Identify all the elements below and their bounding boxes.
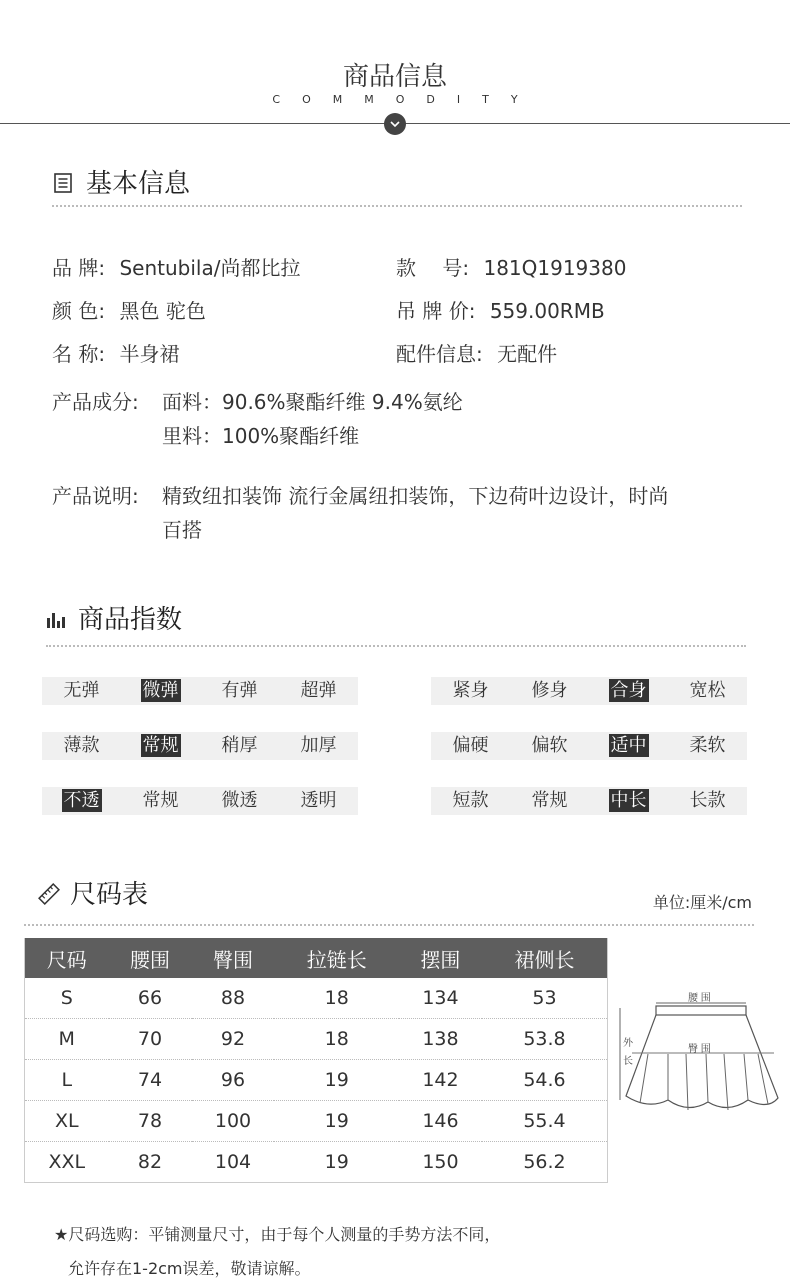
price-label: 吊 牌 价: bbox=[396, 299, 476, 323]
index-option: 修身 bbox=[531, 680, 568, 701]
color-label: 颜 色: bbox=[52, 299, 106, 323]
divider bbox=[24, 924, 754, 926]
table-cell: 92 bbox=[192, 1019, 275, 1060]
index-option bbox=[589, 677, 668, 705]
composition-line-1: 面料：90.6%聚酯纤维 9.4%氨纶 bbox=[162, 390, 463, 414]
index-group bbox=[431, 787, 747, 815]
index-option: 偏硬 bbox=[452, 735, 489, 756]
diagram-length-label: 长 bbox=[623, 1056, 633, 1067]
index-option: 紧身 bbox=[452, 680, 489, 701]
index-option: 偏软 bbox=[531, 735, 568, 756]
table-cell: 88 bbox=[220, 987, 246, 1009]
color-row bbox=[52, 295, 206, 324]
index-option-selected: 不透 bbox=[63, 790, 100, 811]
column-header: 拉链长 bbox=[274, 938, 398, 978]
index-option-selected: 中长 bbox=[610, 790, 647, 811]
index-group bbox=[431, 732, 747, 760]
table-row bbox=[25, 978, 608, 1019]
diagram-hip-label: 臀 围 bbox=[688, 1044, 711, 1055]
column-header: 裙侧长 bbox=[482, 938, 608, 978]
index-option-selected: 常规 bbox=[142, 735, 179, 756]
table-cell: 53 bbox=[532, 987, 557, 1009]
table-cell: 134 bbox=[422, 987, 459, 1009]
index-group bbox=[42, 787, 358, 815]
index-option: 常规 bbox=[531, 790, 568, 811]
table-row bbox=[25, 1142, 608, 1183]
table-cell: 74 bbox=[109, 1060, 192, 1101]
size-table-header bbox=[25, 938, 608, 978]
composition-line-2: 里料：100%聚酯纤维 bbox=[162, 424, 360, 448]
brand-label: 品 牌: bbox=[52, 256, 106, 280]
index-option bbox=[589, 732, 668, 760]
index-option: 无弹 bbox=[63, 680, 100, 701]
diagram-outer-label: 外 bbox=[623, 1038, 633, 1049]
table-row bbox=[25, 1101, 608, 1142]
index-group bbox=[42, 677, 358, 705]
index-option-selected: 微弹 bbox=[142, 680, 179, 701]
divider bbox=[46, 645, 746, 647]
ruler-icon bbox=[38, 882, 60, 904]
index-option-selected: 适中 bbox=[610, 735, 647, 756]
bar-chart-icon bbox=[46, 607, 66, 629]
table-cell: 18 bbox=[324, 987, 349, 1009]
table-cell: 55.4 bbox=[482, 1101, 608, 1142]
index-option: 稍厚 bbox=[221, 735, 258, 756]
index-option: 加厚 bbox=[300, 735, 337, 756]
skirt-diagram bbox=[618, 988, 790, 1128]
index-option-selected: 合身 bbox=[610, 680, 647, 701]
style-row bbox=[396, 252, 626, 281]
index-group bbox=[42, 732, 358, 760]
table-cell: 56.2 bbox=[482, 1142, 608, 1183]
index-option bbox=[121, 677, 200, 705]
index-option: 宽松 bbox=[689, 680, 726, 701]
style-value: 181Q1919380 bbox=[483, 256, 627, 280]
table-cell: 19 bbox=[274, 1101, 398, 1142]
chevron-down-icon bbox=[384, 113, 406, 135]
index-option: 超弹 bbox=[300, 680, 337, 701]
table-cell: 19 bbox=[274, 1142, 398, 1183]
column-header: 尺码 bbox=[25, 938, 109, 978]
table-cell: 82 bbox=[109, 1142, 192, 1183]
diagram-waist-label: 腰 围 bbox=[688, 993, 711, 1004]
color-value: 黑色 驼色 bbox=[119, 299, 206, 323]
table-cell: 104 bbox=[192, 1142, 275, 1183]
table-cell: L bbox=[25, 1060, 109, 1101]
section-indices-title: 商品指数 bbox=[46, 599, 182, 636]
name-label: 名 称: bbox=[52, 342, 106, 366]
table-cell: 100 bbox=[192, 1101, 275, 1142]
index-option bbox=[121, 732, 200, 760]
price-value: 559.00RMB bbox=[489, 299, 605, 323]
size-table bbox=[24, 938, 608, 1183]
accessory-row bbox=[396, 338, 557, 367]
index-option: 常规 bbox=[142, 790, 179, 811]
table-cell: 138 bbox=[399, 1019, 482, 1060]
table-cell: M bbox=[25, 1019, 109, 1060]
table-cell: 142 bbox=[399, 1060, 482, 1101]
description-line-1: 精致纽扣装饰 流行金属纽扣装饰，下边荷叶边设计，时尚 bbox=[162, 484, 669, 508]
brand-row bbox=[52, 252, 300, 281]
table-cell: 78 bbox=[109, 1101, 192, 1142]
index-option: 长款 bbox=[689, 790, 726, 811]
index-option bbox=[42, 787, 121, 815]
table-row bbox=[25, 1060, 608, 1101]
table-cell: 96 bbox=[192, 1060, 275, 1101]
column-header: 摆围 bbox=[399, 938, 482, 978]
table-cell: 54.6 bbox=[482, 1060, 608, 1101]
index-option: 薄款 bbox=[63, 735, 100, 756]
note-line-1: ★尺码选购：平铺测量尺寸，由于每个人测量的手势方法不同， bbox=[54, 1225, 501, 1244]
price-row bbox=[396, 295, 605, 324]
document-icon bbox=[52, 171, 74, 193]
style-label: 款 号: bbox=[396, 256, 470, 280]
accessory-label: 配件信息: bbox=[396, 342, 483, 366]
composition-label: 产品成分: bbox=[52, 390, 139, 414]
table-cell: 53.8 bbox=[482, 1019, 608, 1060]
table-row bbox=[25, 1019, 608, 1060]
table-cell: 18 bbox=[274, 1019, 398, 1060]
page-title: 商品信息 bbox=[342, 62, 447, 92]
index-option bbox=[589, 787, 668, 815]
section-basic-info-title: 基本信息 bbox=[52, 163, 190, 200]
column-header: 臀围 bbox=[192, 938, 275, 978]
table-cell: XXL bbox=[25, 1142, 109, 1183]
table-cell: 150 bbox=[399, 1142, 482, 1183]
index-option: 柔软 bbox=[689, 735, 726, 756]
table-cell: 70 bbox=[109, 1019, 192, 1060]
name-value: 半身裙 bbox=[119, 342, 180, 366]
table-cell: XL bbox=[25, 1101, 109, 1142]
index-option: 短款 bbox=[452, 790, 489, 811]
name-row bbox=[52, 338, 179, 367]
description-line-2: 百搭 bbox=[162, 518, 202, 542]
page-subtitle: COMMODITY bbox=[272, 93, 540, 106]
index-option: 透明 bbox=[300, 790, 337, 811]
note-line-2: 允许存在1-2cm误差，敬请谅解。 bbox=[68, 1259, 311, 1278]
table-cell: S bbox=[60, 987, 73, 1009]
table-cell: 19 bbox=[274, 1060, 398, 1101]
description-label: 产品说明: bbox=[52, 484, 139, 508]
divider bbox=[52, 205, 742, 207]
table-cell: 146 bbox=[399, 1101, 482, 1142]
brand-value: Sentubila/尚都比拉 bbox=[119, 256, 301, 280]
table-cell: 66 bbox=[137, 987, 163, 1009]
unit-label: 单位:厘米/cm bbox=[652, 893, 752, 912]
index-option: 微透 bbox=[221, 790, 258, 811]
accessory-value: 无配件 bbox=[497, 342, 558, 366]
index-group bbox=[431, 677, 747, 705]
section-size-title: 尺码表 bbox=[38, 874, 148, 911]
column-header: 腰围 bbox=[109, 938, 192, 978]
index-option: 有弹 bbox=[221, 680, 258, 701]
